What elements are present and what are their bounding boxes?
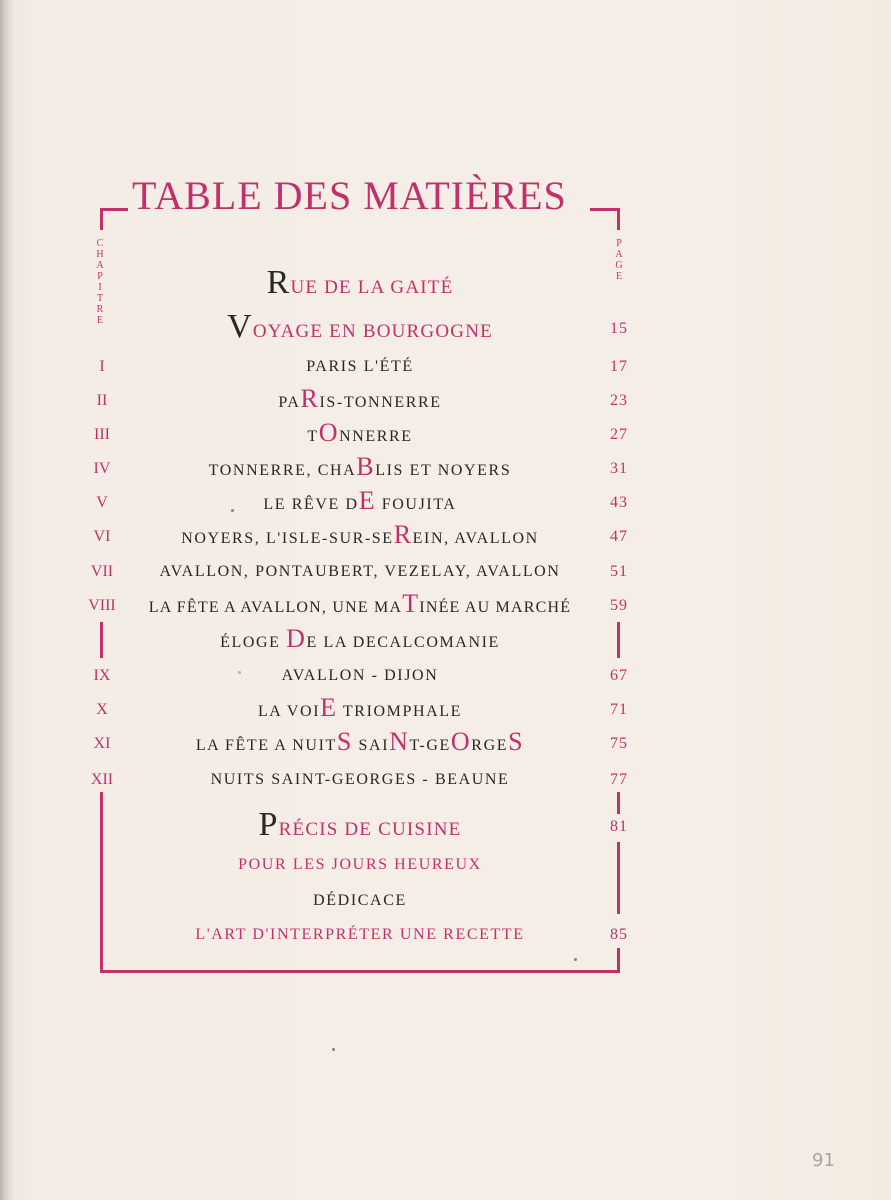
toc-row: [0, 454, 891, 484]
ink-speck: [238, 671, 241, 674]
label-letter: C: [96, 238, 104, 249]
frame-top-left: [100, 208, 128, 211]
chapter-number: II: [96, 392, 108, 409]
pencil-note: 91: [812, 1150, 835, 1171]
page-number: 75: [610, 735, 628, 752]
chapter-title: PARIS L'ÉTÉ: [306, 358, 414, 375]
page-number: 27: [610, 426, 628, 443]
chapter-number: X: [96, 701, 108, 718]
label-letter: P: [97, 271, 103, 282]
page-number: 47: [610, 528, 628, 545]
chapter-title: PARIS-TONNERRE: [278, 384, 442, 413]
frame-right-foot: [617, 948, 620, 972]
chapter-number: XI: [93, 735, 111, 752]
chapter-number: VIII: [88, 597, 116, 614]
chapter-number: III: [94, 426, 110, 443]
chapter-title: LA VOIE TRIOMPHALE: [257, 693, 463, 722]
toc-row: [0, 765, 891, 795]
chapter-number: I: [99, 358, 105, 375]
frame-top-right: [590, 208, 620, 211]
chapter-number: XII: [90, 771, 114, 788]
toc-row: [0, 386, 891, 416]
toc-row: [0, 264, 891, 301]
page-number: 31: [610, 460, 628, 477]
page-number: 51: [610, 563, 628, 580]
page-number: 85: [610, 926, 628, 943]
toc-row: [0, 420, 891, 450]
label-letter: T: [96, 293, 104, 304]
label-letter: A: [615, 249, 623, 260]
chapter-number: VI: [93, 528, 111, 545]
toc-row: [0, 729, 891, 759]
page-number: 81: [610, 818, 628, 835]
label-letter: E: [96, 315, 104, 326]
section-title: VOYAGE EN BOURGOGNE: [227, 308, 493, 345]
toc-row: [0, 886, 891, 916]
label-letter: H: [96, 249, 104, 260]
ink-speck: [332, 1048, 335, 1051]
toc-row: [0, 308, 891, 345]
ink-speck: [231, 509, 234, 512]
chapter-number: V: [96, 494, 108, 511]
page-number: 43: [610, 494, 628, 511]
toc-row: [0, 850, 891, 880]
toc-row: [0, 591, 891, 621]
page-number: 17: [610, 358, 628, 375]
chapter-title: NUITS SAINT-GEORGES - BEAUNE: [210, 771, 510, 788]
frame-bottom: [100, 970, 620, 973]
page-number: 15: [610, 320, 628, 337]
toc-row: [0, 661, 891, 691]
chapter-title: AVALLON - DIJON: [281, 667, 439, 684]
chapter-title: LE RÊVE DE FOUJITA: [263, 486, 457, 515]
toc-row: [0, 920, 891, 950]
chapter-title: NOYERS, L'ISLE-SUR-SEREIN, AVALLON: [181, 520, 539, 549]
toc-row: [0, 488, 891, 518]
frame-right-stub: [617, 208, 620, 230]
label-letter: A: [96, 260, 104, 271]
chapter-title: TONNERRE, CHABLIS ET NOYERS: [208, 452, 512, 481]
label-letter: E: [615, 271, 623, 282]
page-number: 67: [610, 667, 628, 684]
label-letter: P: [616, 238, 622, 249]
page-title: TABLE DES MATIÈRES: [132, 173, 567, 218]
subtitle: POUR LES JOURS HEUREUX: [238, 856, 482, 873]
chapter-title: LA FÊTE A NUITS SAINT-GEORGES: [195, 727, 525, 756]
chapter-title: ÉLOGE DE LA DECALCOMANIE: [220, 624, 500, 653]
toc-row: [0, 626, 891, 656]
chapter-number: IX: [93, 667, 111, 684]
chapter-number: IV: [93, 460, 111, 477]
label-letter: I: [98, 282, 102, 293]
page-number: 77: [610, 771, 628, 788]
section-title: RUE DE LA GAITÉ: [266, 264, 454, 301]
toc-row: [0, 695, 891, 725]
section-title: PRÉCIS DE CUISINE: [258, 806, 462, 843]
toc-row: [0, 522, 891, 552]
page-number: 71: [610, 701, 628, 718]
ink-speck: [574, 958, 577, 961]
chapter-title: AVALLON, PONTAUBERT, VEZELAY, AVALLON: [159, 563, 561, 580]
chapter-title: L'ART D'INTERPRÉTER UNE RECETTE: [195, 926, 525, 943]
chapter-title: LA FÊTE A AVALLON, UNE MATINÉE AU MARCHÉ: [148, 589, 572, 618]
toc-row: [0, 352, 891, 382]
page-number: 23: [610, 392, 628, 409]
toc-row: [0, 557, 891, 587]
label-letter: R: [96, 304, 104, 315]
chapter-title: DÉDICACE: [313, 892, 407, 909]
chapter-number: VII: [90, 563, 114, 580]
label-letter: G: [615, 260, 623, 271]
frame-left-stub: [100, 208, 103, 230]
toc-row: [0, 806, 891, 843]
page-number: 59: [610, 597, 628, 614]
chapter-title: TONNERRE: [307, 418, 413, 447]
